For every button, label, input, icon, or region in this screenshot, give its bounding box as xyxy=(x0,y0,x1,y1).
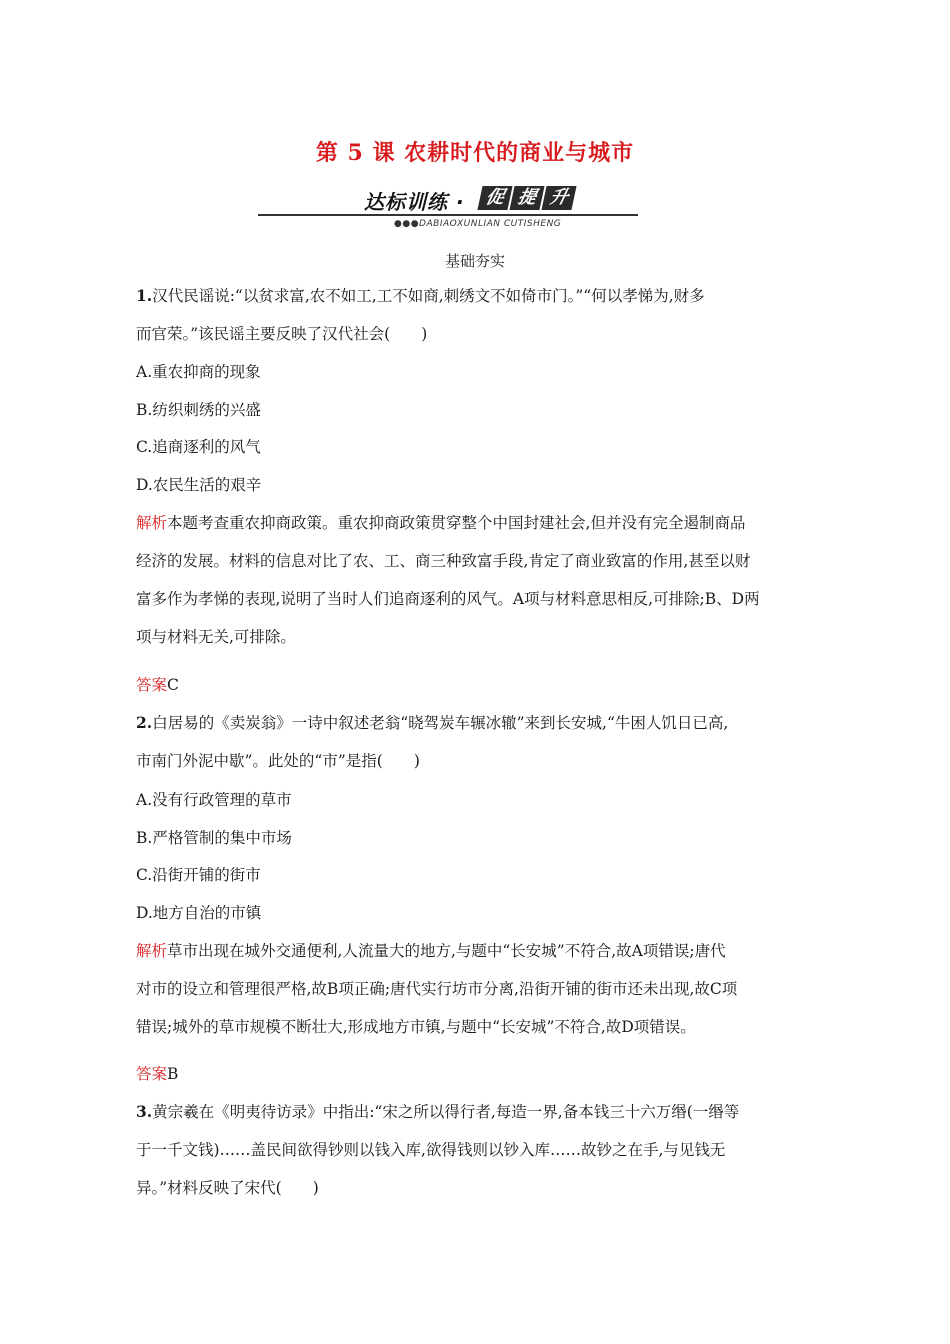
option-c: C.追商逐利的风气 xyxy=(136,438,261,456)
question-number: 3. xyxy=(136,1102,153,1121)
answer-line xyxy=(136,1064,178,1084)
question-text: 黄宗羲在《明夷待访录》中指出:“宋之所以得行者,每造一界,备本钱三十六万缗(一缗等 xyxy=(152,1103,740,1121)
banner-main-text: 达标训练 · xyxy=(364,190,465,214)
option-d: D.农民生活的艰辛 xyxy=(136,476,262,494)
option-d: D.地方自治的市镇 xyxy=(136,904,262,922)
answer-label: 答案 xyxy=(136,1065,168,1083)
question-text: 汉代民谣说:“以贫求富,农不如工,工不如商,刺绣文不如倚市门。”“何以孝悌为,财多 xyxy=(152,287,705,305)
analysis-text: 草市出现在城外交通便利,人流量大的地方,与题中“长安城”不符合,故A项错误;唐代 xyxy=(167,942,726,960)
answer-value: C xyxy=(167,676,179,694)
analysis-line: 错误;城外的草市规模不断壮大,形成地方市镇,与题中“长安城”不符合,故D项错误。 xyxy=(136,1018,696,1036)
answer-label: 答案 xyxy=(136,676,168,694)
question-1-line xyxy=(136,286,705,306)
option-c: C.沿街开铺的街市 xyxy=(136,866,261,884)
question-number: 1. xyxy=(136,286,153,305)
banner-subtitle: ●●●DABIAOXUNLIAN CUTISHENG xyxy=(394,219,562,229)
question-number: 2. xyxy=(136,713,153,732)
analysis-line: 对市的设立和管理很严格,故B项正确;唐代实行坊市分离,沿街开铺的街市还未出现,故C项 xyxy=(136,980,738,998)
banner-box-char: 升 xyxy=(541,186,576,210)
question-1-line: 而官荣。”该民谣主要反映了汉代社会( ) xyxy=(136,325,428,343)
analysis-line: 富多作为孝悌的表现,说明了当时人们追商逐利的风气。A项与材料意思相反,可排除;B、D两 xyxy=(136,590,760,608)
question-3-line: 于一千文钱)……盖民间欲得钞则以钱入库,欲得钱则以钞入库……故钞之在手,与见钱无 xyxy=(136,1141,726,1159)
analysis-label: 解析 xyxy=(136,514,168,532)
analysis-line xyxy=(136,941,726,961)
option-b: B.严格管制的集中市场 xyxy=(136,829,292,847)
option-a: A.没有行政管理的草市 xyxy=(136,791,292,809)
question-2-line: 市南门外泥中歇”。此处的“市”是指( ) xyxy=(136,752,420,770)
option-b: B.纺织刺绣的兴盛 xyxy=(136,401,261,419)
banner-box xyxy=(480,186,576,210)
analysis-line xyxy=(136,513,745,533)
question-3-line: 异。”材料反映了宋代( ) xyxy=(136,1179,319,1197)
section-title: 基础夯实 xyxy=(444,252,505,270)
section-banner xyxy=(258,184,638,236)
question-2-line xyxy=(136,713,728,733)
question-text: 白居易的《卖炭翁》一诗中叙述老翁“晓驾炭车辗冰辙”来到长安城,“牛困人饥日已高, xyxy=(152,714,729,732)
option-a: A.重农抑商的现象 xyxy=(136,363,261,381)
analysis-line: 经济的发展。材料的信息对比了农、工、商三种致富手段,肯定了商业致富的作用,甚至以财 xyxy=(136,552,751,570)
question-3-line xyxy=(136,1102,739,1122)
analysis-text: 本题考查重农抑商政策。重农抑商政策贯穿整个中国封建社会,但并没有完全遏制商品 xyxy=(167,514,746,532)
analysis-label: 解析 xyxy=(136,942,168,960)
banner-box-char: 提 xyxy=(509,186,544,210)
analysis-line: 项与材料无关,可排除。 xyxy=(136,628,296,646)
banner-box-char: 促 xyxy=(477,186,512,210)
lesson-title: 第 5 课 农耕时代的商业与城市 xyxy=(315,140,635,166)
answer-line xyxy=(136,675,179,695)
banner-rule xyxy=(258,214,638,216)
answer-value: B xyxy=(167,1065,179,1083)
